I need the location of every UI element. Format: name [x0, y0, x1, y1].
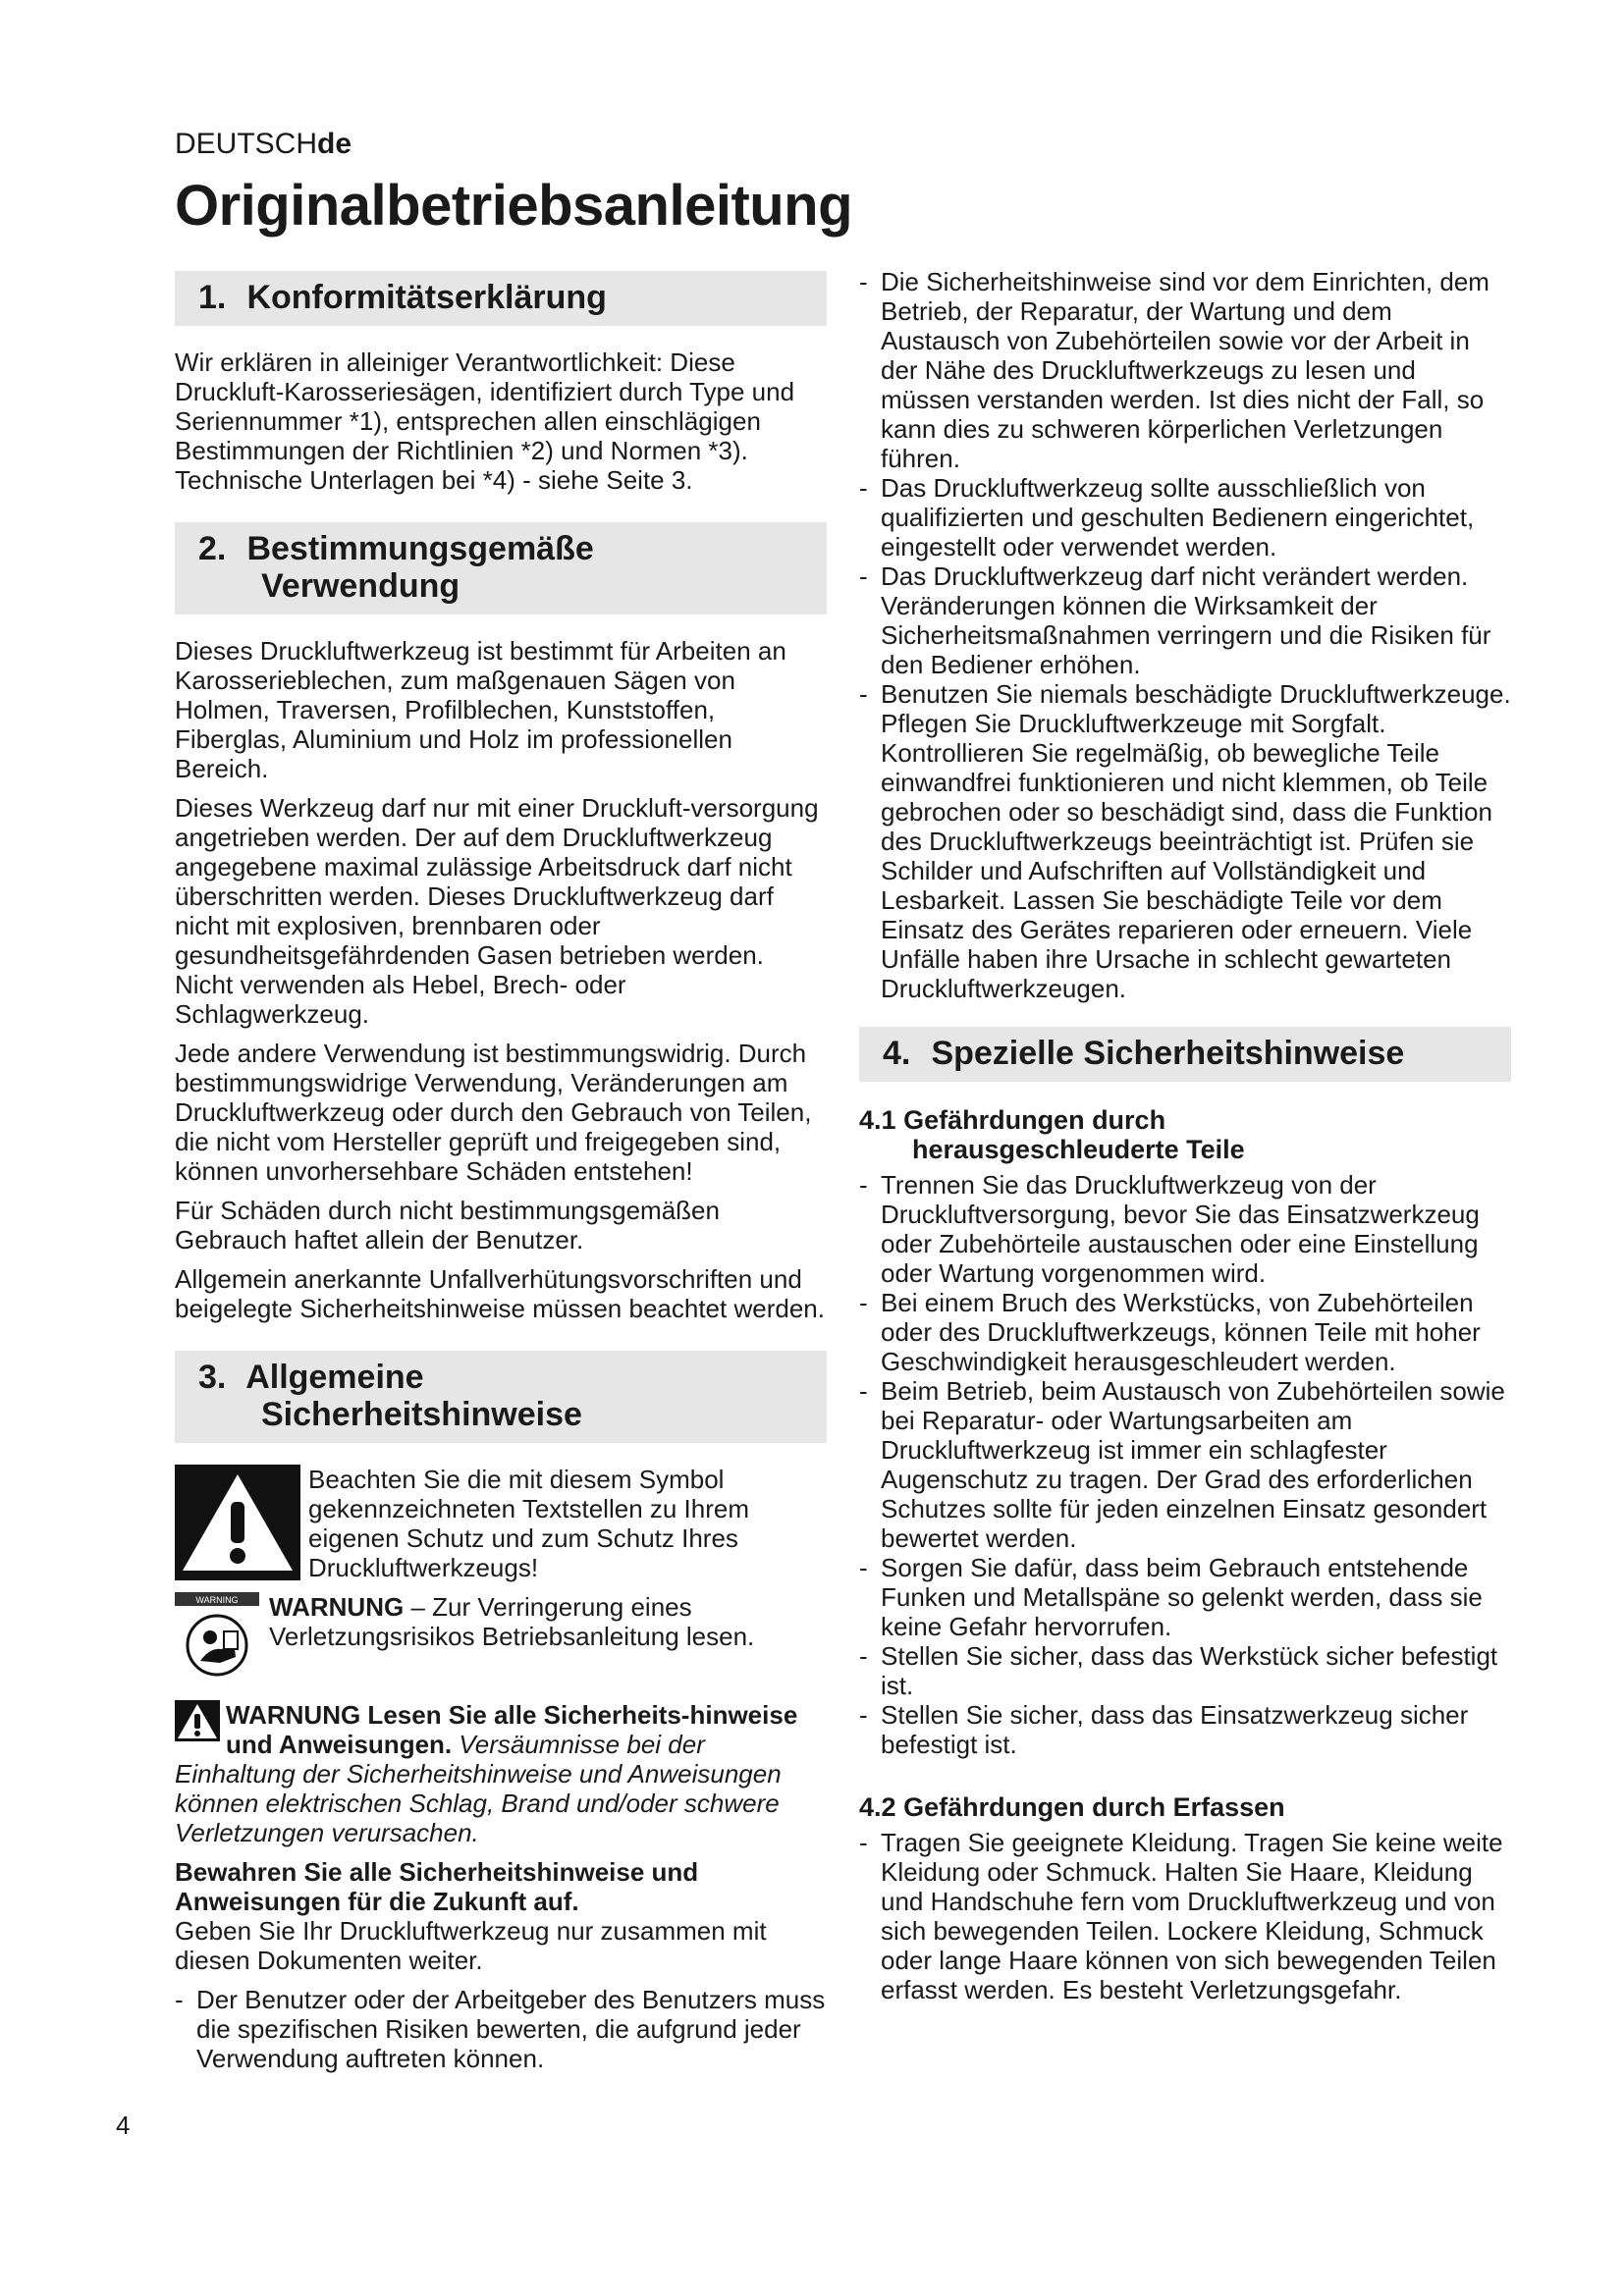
right-column — [859, 267, 1511, 2014]
warning-triangle-icon — [175, 1465, 300, 1580]
section-2-paragraph: Allgemein anerkannte Unfallverhütungsvorschriften und beigelegte Sicherheitshinweise müssen beachtet werden. — [175, 1264, 825, 1323]
symbol-note-text: Beachten Sie die mit diesem Symbol gekennzeichneten Textstellen zu Ihrem eigenen Schutz und zum Schutz Ihres Druckluftwerkzeugs! — [308, 1465, 750, 1582]
list-item: - Der Benutzer oder der Arbeitgeber des Benutzers muss die spezifischen Risiken bewerten, die aufgrund jeder Verwendung auftreten können. — [175, 1985, 826, 2073]
list-item: - Tragen Sie geeignete Kleidung. Tragen Sie keine weite Kleidung oder Schmuck. Halten Sie Haare, Kleidung und Handschuhe fern vom Druckluftwerkzeug und von sich bewegenden Teilen. Lockere Kleidung, Schmuck oder lange Haare können von sich bewegenden Teilen erfasst werden. Es besteht Verletzungsgefahr. — [859, 1828, 1503, 2004]
list-item: - Das Druckluftwerkzeug sollte ausschließlich von qualifizierten und geschulten Bedienern eingerichtet, eingestellt oder verwendet werden. — [859, 473, 1475, 561]
warning2-bold: WARNUNG Lesen Sie alle Sicherheits-hinweise und Anweisungen. — [226, 1700, 798, 1759]
list-item: - Sorgen Sie dafür, dass beim Gebrauch entstehende Funken und Metallspäne so gelenkt werden, dass sie keine Gefahr hervorrufen. — [859, 1553, 1483, 1641]
warning-read-all — [175, 1700, 827, 1847]
section-1-heading: 1. Konformitätserklärung — [175, 271, 827, 326]
list-item: - Trennen Sie das Druckluftwerkzeug von der Druckluftversorgung, bevor Sie das Einsatzwerkzeug oder Zubehörteile austauschen oder eine Einstellung oder Wartung vorgenommen wird. — [859, 1170, 1480, 1288]
section-2-heading: 2. Bestimmungsgemäße Verwendung — [175, 522, 827, 614]
subsection-4-1-list — [859, 1170, 1511, 1759]
list-item: - Das Druckluftwerkzeug darf nicht verändert werden. Veränderungen können die Wirksamkeit der Sicherheitsmaßnahmen verringern und die Risiken für den Bediener erhöhen. — [859, 561, 1491, 679]
section-4-heading: 4. Spezielle Sicherheitshinweise — [859, 1027, 1511, 1082]
manual-warning — [175, 1592, 827, 1682]
symbol-note — [175, 1465, 827, 1582]
section-3-heading: 3. Allgemeine Sicherheitshinweise — [175, 1351, 827, 1443]
section-2-paragraph: Für Schäden durch nicht bestimmungsgemäßen Gebrauch haftet allein der Benutzer. — [175, 1196, 720, 1255]
read-manual-icon — [175, 1592, 259, 1682]
page-title: Originalbetriebsanleitung — [175, 174, 853, 238]
manual-warning-text: WARNUNG – Zur Verringerung eines Verletzungsrisikos Betriebsanleitung lesen. — [269, 1592, 755, 1651]
list-item: - Beim Betrieb, beim Austausch von Zubehörteilen sowie bei Reparatur- oder Wartungsarbeiten am Druckluftwerkzeug ist immer ein schlagfester Augenschutz zu tragen. Der Grad des erforderlichen Schutzes sollte für jeden einzelnen Einsatz gesondert bewertet werden. — [859, 1376, 1505, 1553]
section-2-paragraph: Dieses Werkzeug darf nur mit einer Druckluft-versorgung angetrieben werden. Der auf dem Druckluftwerkzeug angegebene maximal zulässige Arbeitsdruck darf nicht überschritten werden. Dieses Druckluftwerkzeug darf nicht mit explosiven, brennbaren oder gesundheitsgefährdenden Gasen betrieben werden. Nicht verwenden als Hebel, Brech- oder Schlagwerkzeug. — [175, 793, 819, 1029]
warning2-italic: Versäumnisse bei der Einhaltung der Sicherheitshinweise und Anweisungen können elektrischen Schlag, Brand und/oder schwere Verletzungen verursachen. — [175, 1730, 782, 1847]
list-item: - Benutzen Sie niemals beschädigte Druckluftwerkzeuge. Pflegen Sie Druckluftwerkzeuge mit Sorgfalt. Kontrollieren Sie regelmäßig, ob bewegliche Teile einwandfrei funktionieren und nicht klemmen, ob Teile gebrochen oder so beschädigt sind, dass die Funktion des Druckluftwerkzeugs beeinträchtigt ist. Prüfen sie Schilder und Aufschriften auf Vollständigkeit und Lesbarkeit. Lassen Sie beschädigte Teile vor dem Einsatz des Gerätes reparieren oder erneuern. Viele Unfälle haben ihre Ursache in schlecht gewarteten Druckluftwerkzeugen. — [859, 679, 1511, 1003]
section-1-text: Wir erklären in alleiniger Verantwortlichkeit: Diese Druckluft-Karosseriesägen, identifiziert durch Type und Seriennummer *1), entsprechen allen einschlägigen Bestimmungen der Richtlinien *2) und Normen *3). Technische Unterlagen bei *4) - siehe Seite 3. — [175, 347, 795, 495]
manual-icon-label: WARNING — [195, 1595, 239, 1605]
language-label: DEUTSCHde — [175, 128, 352, 160]
safety-list-right — [859, 267, 1511, 1003]
section-2-paragraph: Dieses Druckluftwerkzeug ist bestimmt für Arbeiten an Karosserieblechen, zum maßgenauen Sägen von Holmen, Traversen, Profilblechen, Kunststoffen, Fiberglas, Aluminium und Holz im professionellen Bereich. — [175, 636, 786, 783]
warning-small-icon — [175, 1700, 220, 1741]
section-2-paragraph: Jede andere Verwendung ist bestimmungswidrig. Durch bestimmungswidrige Verwendung, Veränderungen am Druckluftwerkzeug oder durch den Gebrauch von Teilen, die nicht vom Hersteller geprüft und freigegeben sind, können unvorhersehbare Schäden entstehen! — [175, 1039, 812, 1186]
safety-list-left — [175, 1985, 827, 2073]
keep-instructions-text: Geben Sie Ihr Druckluftwerkzeug nur zusammen mit diesen Dokumenten weiter. — [175, 1916, 767, 1975]
page-number: 4 — [116, 2110, 131, 2140]
left-column — [175, 271, 827, 2083]
keep-instructions-heading: Bewahren Sie alle Sicherheitshinweise und Anweisungen für die Zukunft auf. — [175, 1857, 699, 1916]
subsection-4-2-list — [859, 1828, 1511, 2004]
list-item: - Stellen Sie sicher, dass das Werkstück sicher befestigt ist. — [859, 1641, 1498, 1700]
list-item: - Bei einem Bruch des Werkstücks, von Zubehörteilen oder des Druckluftwerkzeugs, können Teile mit hoher Geschwindigkeit herausgeschleudert werden. — [859, 1288, 1481, 1376]
subsection-4-2-heading: 4.2 Gefährdungen durch Erfassen — [859, 1792, 1285, 1822]
list-item: - Stellen Sie sicher, dass das Einsatzwerkzeug sicher befestigt ist. — [859, 1700, 1469, 1759]
list-item: - Die Sicherheitshinweise sind vor dem Einrichten, dem Betrieb, der Reparatur, der Wartung und dem Austausch von Zubehörteilen sowie vor der Arbeit in der Nähe des Druckluftwerkzeugs zu lesen und müssen verstanden werden. Ist dies nicht der Fall, so kann dies zu schweren körperlichen Verletzungen führen. — [859, 267, 1489, 473]
subsection-4-1-heading: 4.1 Gefährdungen durch herausgeschleuderte Teile — [859, 1105, 1245, 1164]
